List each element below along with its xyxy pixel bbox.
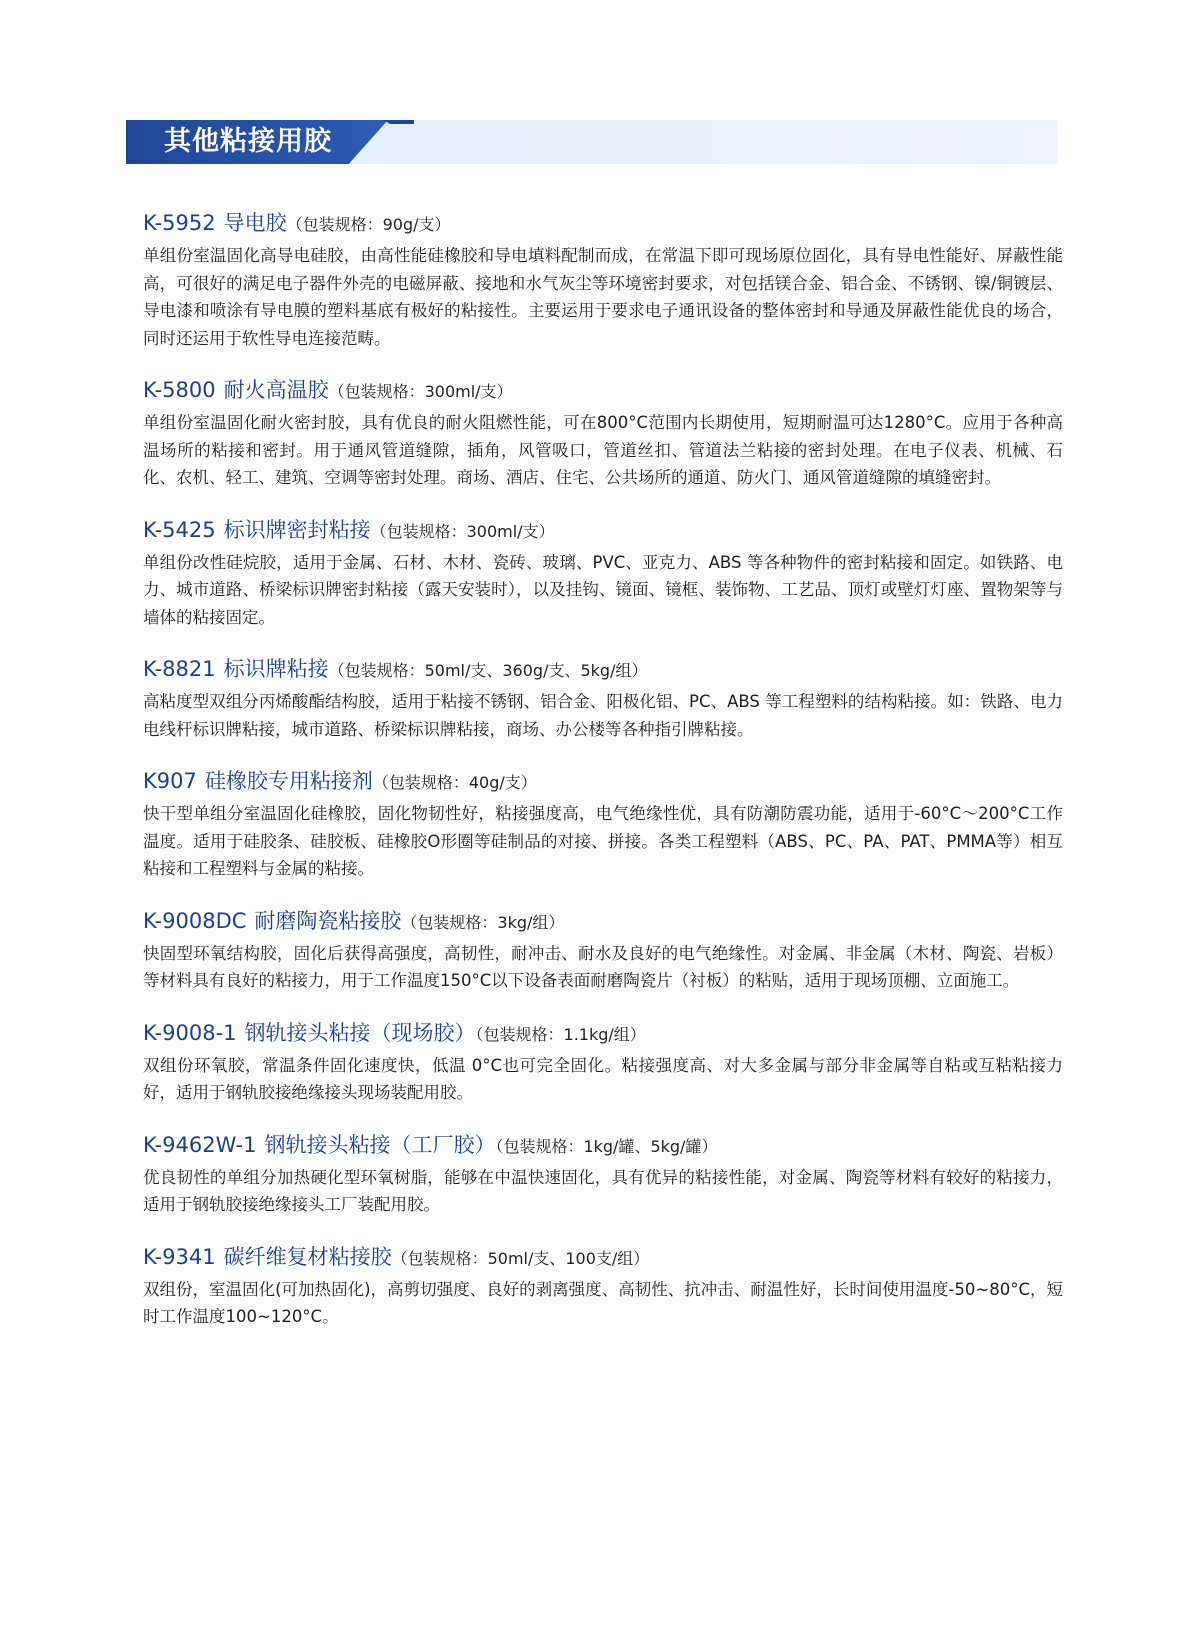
product-name: 钢轨接头粘接（工厂胶） — [264, 1132, 496, 1157]
product-description: 双组份，室温固化(可加热固化)，高剪切强度、良好的剥离强度、高韧性、抗冲击、耐温性好，长时间使用温度-50~80°C，短时工作温度100~120°C。 — [143, 1279, 1063, 1326]
section-title: 其他粘接用胶 — [164, 126, 332, 157]
product-spec: （包装规格：40g/支） — [372, 773, 537, 792]
product-name: 钢轨接头粘接（现场胶） — [244, 1020, 476, 1045]
product-title — [143, 515, 1063, 547]
product-name: 标识牌密封粘接 — [223, 517, 371, 542]
product-code: K-8821 — [143, 657, 216, 681]
product-spec: （包装规格：1.1kg/组） — [475, 1024, 646, 1044]
product-list — [143, 208, 1063, 1354]
product-description: 优良韧性的单组分加热硬化型环氧树脂，能够在中温快速固化，具有优异的粘接性能，对金属、陶瓷等材料有较好的粘接力，适用于钢轨胶接绝缘接头工厂装配用胶。 — [143, 1167, 1063, 1214]
product-code: K-9008DC — [143, 908, 247, 933]
product-name: 导电胶 — [223, 211, 287, 235]
product-title — [143, 766, 1063, 798]
product-description: 快固型环氧结构胶，固化后获得高强度，高韧性，耐冲击、耐水及良好的电气绝缘性。对金属、非金属（木材、陶瓷、岩板）等材料具有良好的粘接力，用于工作温度150°C以下设备表面耐磨陶瓷片（衬板）的粘贴，适用于现场顶棚、立面施工。 — [143, 943, 1063, 990]
section-header — [126, 120, 1058, 164]
product-title — [143, 654, 1063, 686]
product-code: K-5425 — [143, 517, 216, 542]
product-code: K907 — [143, 769, 197, 793]
product-description: 双组份环氧胶，常温条件固化速度快，低温 0°C也可完全固化。粘接强度高、对大多金属与部分非金属等自粘或互粘粘接力好，适用于钢轨胶接绝缘接头现场装配用胶。 — [143, 1055, 1063, 1102]
product-description: 单组份室温固化高导电硅胶，由高性能硅橡胶和导电填料配制而成，在常温下即可现场原位固化，具有导电性能好、屏蔽性能高，可很好的满足电子器件外壳的电磁屏蔽、接地和水气灰尘等环境密封要求，对包括镁合金、铝合金、不锈钢、镍/铜镀层、导电漆和喷涂有导电膜的塑料基底有极好的粘接性。主要运用于要求电子通讯设备的整体密封和导通及屏蔽性能优良的场合，同时还运用于软性导电连接范畴。 — [143, 246, 1063, 348]
product-code: K-9462W-1 — [143, 1132, 257, 1157]
product-item — [143, 906, 1063, 995]
product-code: K-5800 — [143, 378, 216, 402]
product-name: 耐火高温胶 — [223, 378, 329, 402]
product-description: 高粘度型双组分丙烯酸酯结构胶，适用于粘接不锈钢、铝合金、阳极化铝、PC、ABS 等工程塑料的结构粘接。如：铁路、电力电线杆标识牌粘接，城市道路、桥梁标识牌粘接，商场、办公楼等各种指引牌粘接。 — [143, 692, 1063, 739]
product-spec: （包装规格：300ml/支） — [370, 521, 555, 541]
product-description: 单组份改性硅烷胶，适用于金属、石材、木材、瓷砖、玻璃、PVC、亚克力、ABS 等各种物件的密封粘接和固定。如铁路、电力、城市道路、桥梁标识牌密封粘接（露天安装时），以及挂钩、镜面、镜框、装饰物、工艺品、顶灯或壁灯灯座、置物架等与墙体的粘接固定。 — [143, 552, 1063, 627]
product-code: K-5952 — [143, 211, 216, 235]
product-code: K-9341 — [143, 1244, 216, 1269]
product-name: 耐磨陶瓷粘接胶 — [254, 908, 402, 933]
product-item — [143, 1130, 1063, 1219]
product-title — [143, 906, 1063, 938]
product-item — [143, 654, 1063, 743]
product-item — [143, 1018, 1063, 1107]
product-item — [143, 766, 1063, 883]
product-spec: （包装规格：1kg/罐、5kg/罐） — [495, 1136, 718, 1156]
product-title — [143, 1018, 1063, 1050]
product-title — [143, 208, 1063, 240]
product-description: 快干型单组分室温固化硅橡胶，固化物韧性好，粘接强度高，电气绝缘性优，具有防潮防震功能，适用于-60°C～200°C工作温度。适用于硅胶条、硅胶板、硅橡胶O形圈等硅制品的对接、拼接。各类工程塑料（ABS、PC、PA、PAT、PMMA等）相互粘接和工程塑料与金属的粘接。 — [143, 804, 1063, 878]
product-name: 碳纤维复材粘接胶 — [223, 1244, 392, 1269]
product-spec: （包装规格：90g/支） — [286, 215, 451, 234]
product-item — [143, 515, 1063, 632]
product-code: K-9008-1 — [143, 1020, 237, 1045]
product-item — [143, 208, 1063, 352]
product-item — [143, 375, 1063, 492]
product-title — [143, 1242, 1063, 1274]
product-description: 单组份室温固化耐火密封胶，具有优良的耐火阻燃性能，可在800°C范围内长期使用，短期耐温可达1280°C。应用于各种高温场所的粘接和密封。用于通风管道缝隙，插角，风管吸口，管道丝扣、管道法兰粘接的密封处理。在电子仪表、机械、石化、农机、轻工、建筑、空调等密封处理。商场、酒店、住宅、公共场所的通道、防火门、通风管道缝隙的填缝密封。 — [143, 413, 1063, 487]
product-spec: （包装规格：50ml/支、100支/组） — [391, 1248, 650, 1268]
product-title — [143, 1130, 1063, 1162]
product-title — [143, 375, 1063, 407]
product-name: 标识牌粘接 — [223, 657, 329, 681]
product-spec: （包装规格：3kg/组） — [401, 912, 565, 932]
product-name: 硅橡胶专用粘接剂 — [204, 769, 373, 793]
product-item — [143, 1242, 1063, 1331]
product-spec: （包装规格：300ml/支） — [328, 382, 513, 401]
product-spec: （包装规格：50ml/支、360g/支、5kg/组） — [328, 661, 648, 680]
